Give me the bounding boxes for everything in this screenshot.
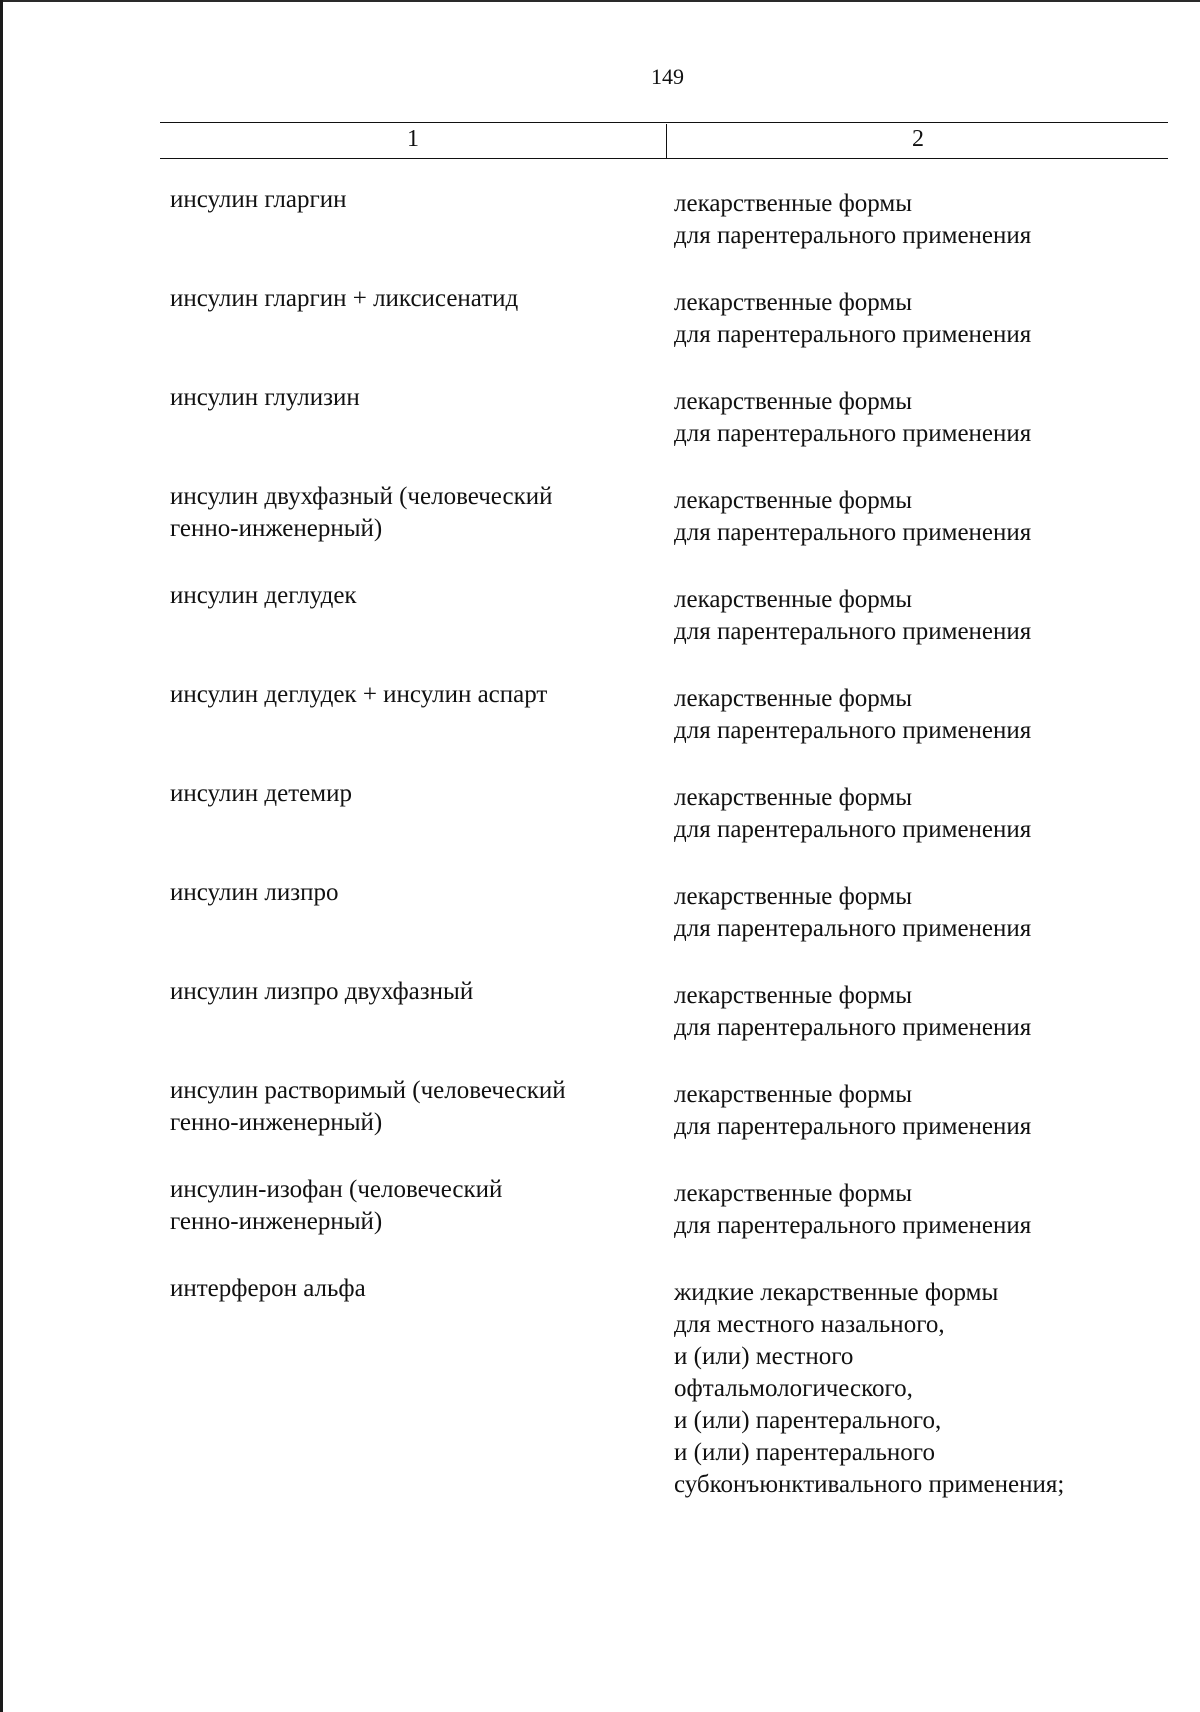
table-row: [0, 1174, 1200, 1273]
drug-name: инсулин растворимый (человеческий генно-инженерный): [170, 1077, 566, 1136]
scan-edge-top: [0, 0, 1200, 2]
table-row: [0, 976, 1200, 1075]
dosage-form: лекарственные формы для парентерального применения: [674, 883, 1032, 942]
drug-name: инсулин лизпро двухфазный: [170, 978, 474, 1005]
table-header-bottom-rule: [160, 158, 1168, 159]
dosage-form: жидкие лекарственные формы для местного назального, и (или) местного офтальмологического, и (или) парентерального, и (или) парентерального субконъюнктивального применения;: [674, 1279, 1065, 1498]
dosage-form: лекарственные формы для парентерального применения: [674, 190, 1032, 249]
dosage-form: лекарственные формы для парентерального применения: [674, 1081, 1032, 1140]
table-row: [0, 778, 1200, 877]
page-number: 149: [651, 64, 684, 89]
table-row: [0, 481, 1200, 580]
drug-name: инсулин деглудек + инсулин аспарт: [170, 681, 548, 708]
dosage-form: лекарственные формы для парентерального применения: [674, 586, 1032, 645]
dosage-form: лекарственные формы для парентерального применения: [674, 388, 1032, 447]
dosage-form: лекарственные формы для парентерального применения: [674, 685, 1032, 744]
drug-name: инсулин двухфазный (человеческий генно-инженерный): [170, 483, 553, 542]
drug-name: инсулин гларгин: [170, 186, 347, 213]
table-row: [0, 1273, 1200, 1513]
table-row: [0, 580, 1200, 679]
dosage-form: лекарственные формы для парентерального применения: [674, 487, 1032, 546]
table-body: [0, 184, 1200, 1513]
table-row: [0, 1075, 1200, 1174]
column-header-2: 2: [912, 126, 924, 152]
drug-name: инсулин-изофан (человеческий генно-инженерный): [170, 1176, 503, 1235]
table-row: [0, 184, 1200, 283]
drug-name: инсулин деглудек: [170, 582, 357, 609]
table-header-top-rule: [160, 122, 1168, 123]
dosage-form: лекарственные формы для парентерального применения: [674, 289, 1032, 348]
drug-name: интерферон альфа: [170, 1275, 366, 1302]
table-row: [0, 283, 1200, 382]
drug-name: инсулин гларгин + ликсисенатид: [170, 285, 519, 312]
column-header-1: 1: [407, 126, 419, 152]
table-row: [0, 877, 1200, 976]
table-row: [0, 382, 1200, 481]
table-row: [0, 679, 1200, 778]
drug-name: инсулин детемир: [170, 780, 352, 807]
drug-name: инсулин глулизин: [170, 384, 360, 411]
drug-name: инсулин лизпро: [170, 879, 339, 906]
dosage-form: лекарственные формы для парентерального применения: [674, 784, 1032, 843]
dosage-form: лекарственные формы для парентерального применения: [674, 982, 1032, 1041]
table-header-divider: [666, 124, 667, 158]
dosage-form: лекарственные формы для парентерального применения: [674, 1180, 1032, 1239]
